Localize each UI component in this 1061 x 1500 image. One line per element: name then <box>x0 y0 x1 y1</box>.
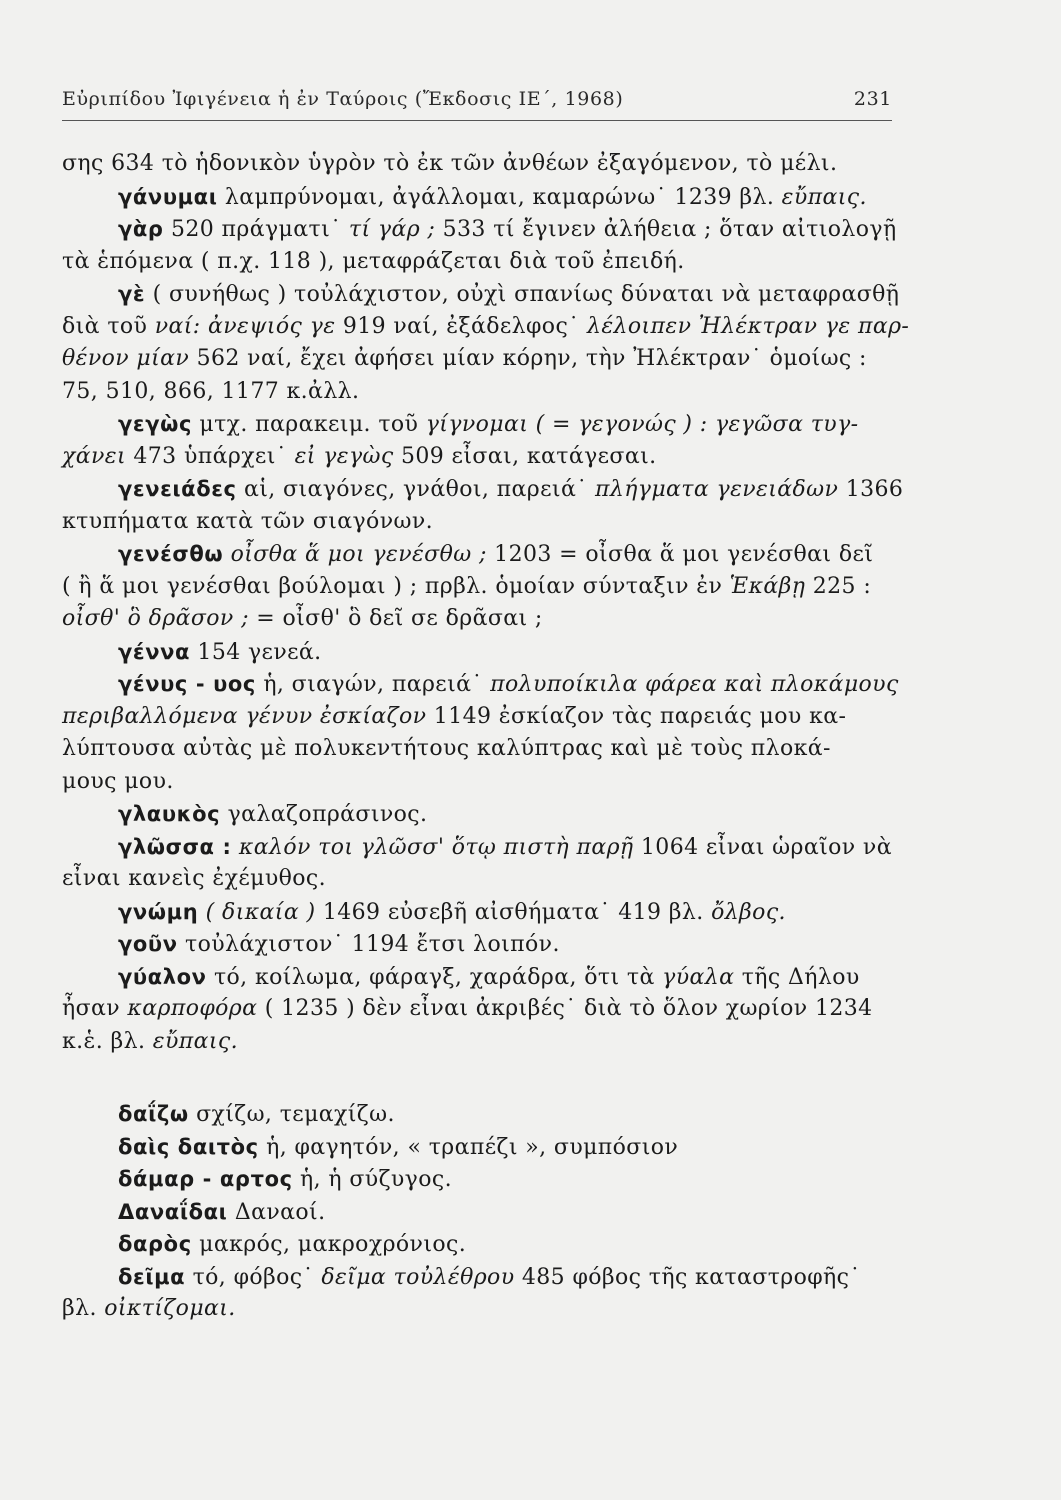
text-line <box>62 798 907 831</box>
gloss-text: γαλαζοπράσινος. <box>220 802 428 827</box>
gloss-text: 1149 ἐσκίαζον τὰς παρειάς μου κα- <box>426 703 847 729</box>
text-line <box>62 863 907 896</box>
quoted-text: καλόν τοι γλῶσσ' ὅτῳ πιστὴ παρῇ <box>238 834 634 860</box>
gloss-text: 520 πράγματι˙ <box>163 217 349 242</box>
text-line <box>62 473 907 506</box>
gloss-text: σχίζω, τεμαχίζω. <box>188 1102 395 1127</box>
headword: γοῦν <box>118 932 178 956</box>
text-line <box>62 246 907 279</box>
gloss-text: 1469 εὐσεβῆ αἰσθήματα˙ 419 βλ. <box>315 899 712 925</box>
gloss-text <box>232 835 239 860</box>
headword: Δαναΐδαι <box>118 1199 228 1224</box>
quoted-text: οἶσθα ἅ μοι γενέσθω ; <box>230 542 487 567</box>
headword: γύαλον <box>118 964 207 989</box>
gloss-text <box>223 542 230 567</box>
text-line <box>62 603 907 636</box>
gloss-text: σης 634 τὸ ἡδονικὸν ὑγρὸν τὸ ἐκ τῶν ἀνθέων ἐξαγόμενον, τὸ μέλι. <box>62 151 838 176</box>
header-title: Εὐριπίδου Ἰφιγένεια ἡ ἐν Ταύροις (Ἔκδοσις ΙΕ΄, 1968) <box>62 88 624 110</box>
quoted-text: γύαλα <box>662 964 735 990</box>
headword: γέννα <box>118 639 191 664</box>
gloss-text: 562 ναί, ἔχει ἀφήσει μίαν κόρην, τὴν Ἠλέκτραν˙ ὁμοίως : <box>189 346 867 371</box>
quoted-text: καρποφόρα <box>127 996 258 1021</box>
gloss-text: 473 ὑπάρχει˙ <box>126 443 295 469</box>
text-line <box>62 993 907 1026</box>
gloss-text: ( ἢ ἅ μοι γενέσθαι βούλομαι ) ; πρβλ. ὁμοίαν σύνταξιν ἐν <box>62 573 730 599</box>
gloss-text: μους μου. <box>62 768 174 794</box>
text-line <box>62 376 907 409</box>
gloss-text: 509 εἶσαι, κατάγεσαι. <box>393 443 657 469</box>
text-line <box>62 278 907 311</box>
gloss-text: ἡ, σιαγών, παρειά˙ <box>255 672 491 697</box>
glossary-body <box>62 148 910 1326</box>
gloss-text: εἶναι κανεὶς ἐχέμυθος. <box>62 866 327 891</box>
quoted-text: χάνει <box>62 443 126 469</box>
text-line <box>62 213 907 246</box>
text-line <box>62 1196 907 1229</box>
text-line <box>62 636 907 669</box>
gloss-text: 919 ναί, ἐξάδελφος˙ <box>335 313 587 339</box>
gloss-text: ( 1235 ) δὲν εἶναι ἀκριβές˙ διὰ τὸ ὅλον χωρίον 1234 <box>257 996 873 1021</box>
gloss-text: κ.ἑ. βλ. <box>62 1028 153 1054</box>
text-line <box>62 1293 907 1326</box>
gloss-text: λύπτουσα αὐτὰς μὲ πολυκεντήτους καλύπτρας καὶ μὲ τοὺς πλοκά- <box>62 736 831 761</box>
text-line <box>62 571 907 604</box>
headword: γνώμη <box>118 899 199 924</box>
quoted-text: Ἑκάβῃ <box>729 573 806 599</box>
text-line <box>62 1261 907 1294</box>
quoted-text: ( δικαία ) <box>205 899 316 925</box>
headword: γλαυκὸς <box>118 802 221 826</box>
gloss-text: μτχ. παρακειμ. τοῦ <box>192 412 426 437</box>
text-line <box>62 733 907 766</box>
gloss-text: ἡ, ἡ σύζυγος. <box>292 1167 452 1192</box>
text-line <box>62 1026 907 1059</box>
quoted-text: γίγνομαι ( = γεγονώς ) : γεγῶσα τυγ- <box>425 412 859 437</box>
headword: γενέσθω <box>118 542 224 566</box>
gloss-text: κτυπήματα κατὰ τῶν σιαγόνων. <box>62 508 433 534</box>
quoted-text: πλήγματα γενειάδων <box>595 477 839 502</box>
text-line <box>62 766 907 799</box>
headword: γὲ <box>118 282 146 306</box>
quoted-text: λέλοιπεν Ἠλέκτραν γε παρ- <box>586 313 910 339</box>
gloss-text: 225 : <box>805 573 872 599</box>
headword: γάνυμαι <box>118 184 218 209</box>
gloss-text: τῆς Δήλου <box>734 964 860 990</box>
gloss-text: 154 γενεά. <box>190 639 322 665</box>
headword: γεγὼς <box>118 412 192 436</box>
quoted-text: πολυποίκιλα φάρεα καὶ πλοκάμους <box>490 672 899 697</box>
quoted-text: ὄλβος. <box>711 899 786 925</box>
text-line <box>62 1131 907 1164</box>
text-line <box>62 408 907 441</box>
quoted-text: θένον μίαν <box>62 346 190 371</box>
quoted-text: τί γάρ ; <box>348 217 436 242</box>
gloss-text: 485 φόβος τῆς καταστροφῆς˙ <box>514 1264 861 1290</box>
gloss-text: λαμπρύνομαι, ἀγάλλομαι, καμαρώνω˙ 1239 βλ. <box>217 184 782 210</box>
gloss-text: 1064 εἶναι ὡραῖον νὰ <box>633 834 892 860</box>
headword: γενειάδες <box>118 477 237 501</box>
gloss-text: τοὐλάχιστον˙ 1194 ἔτσι λοιπόν. <box>177 932 560 957</box>
text-line <box>62 1098 907 1131</box>
gloss-text: 75, 510, 866, 1177 κ.ἀλλ. <box>62 378 360 404</box>
gloss-text: αἱ, σιαγόνες, γνάθοι, παρειά˙ <box>236 477 596 502</box>
gloss-text: τό, κοίλωμα, φάραγξ, χαράδρα, ὅτι τὰ <box>206 964 663 990</box>
gloss-text: = οἶσθ' ὃ δεῖ σε δρᾶσαι ; <box>248 606 543 631</box>
text-line <box>62 311 910 344</box>
gloss-text: 533 τί ἔγινεν ἀλήθεια ; ὅταν αἰτιολογῇ <box>435 217 897 242</box>
header-rule <box>62 120 892 121</box>
gloss-text: 1203 = οἶσθα ἅ μοι γενέσθαι δεῖ <box>486 542 874 567</box>
gloss-text: ἦσαν <box>62 996 128 1021</box>
section-gap <box>62 1058 907 1098</box>
headword: δαρὸς <box>118 1232 192 1256</box>
gloss-text: τὰ ἑπόμενα ( π.χ. 118 ), μεταφράζεται διὰ τοῦ ἐπειδή. <box>62 248 685 274</box>
quoted-text: εὔπαις. <box>152 1028 239 1054</box>
quoted-text: οἶσθ' ὃ δρᾶσον ; <box>62 606 249 631</box>
quoted-text: εὔπαις. <box>781 184 867 210</box>
headword: δεῖμα <box>118 1264 186 1289</box>
headword: δαὶς δαιτὸς <box>118 1134 259 1159</box>
quoted-text: εἰ γεγὼς <box>294 443 394 469</box>
text-line <box>62 181 907 214</box>
gloss-text <box>198 900 205 925</box>
headword: γλῶσσα : <box>118 834 232 859</box>
text-line <box>62 343 907 376</box>
text-line <box>62 1228 907 1261</box>
headword: δάμαρ - αρτος <box>118 1167 293 1191</box>
gloss-text: ἡ, φαγητόν, « τραπέζι », συμπόσιον <box>258 1134 679 1160</box>
page-number: 231 <box>853 88 892 110</box>
text-line <box>62 961 907 994</box>
quoted-text: οἰκτίζομαι. <box>104 1296 236 1321</box>
text-line <box>62 538 907 571</box>
gloss-text: ( συνήθως ) τοὐλάχιστον, οὐχὶ σπανίως δύναται νὰ μεταφρασθῇ <box>145 282 900 307</box>
headword: γὰρ <box>118 217 164 241</box>
text-line <box>62 1163 907 1196</box>
gloss-text: διὰ τοῦ <box>62 313 155 339</box>
text-line <box>62 441 907 474</box>
gloss-text: Δαναοί. <box>227 1199 326 1225</box>
headword: γένυς - υος <box>118 672 256 696</box>
gloss-text: 1366 <box>838 477 904 502</box>
text-line <box>62 668 907 701</box>
gloss-text: μακρός, μακροχρόνιος. <box>191 1232 467 1257</box>
text-line <box>62 506 907 539</box>
running-header <box>62 88 892 118</box>
text-line <box>62 928 907 961</box>
text-line <box>62 701 907 734</box>
gloss-text: τό, φόβος˙ <box>185 1264 322 1290</box>
quoted-text: ναί: ἀνεψιός γε <box>154 313 336 339</box>
text-line <box>62 148 907 181</box>
quoted-text: περιβαλλόμενα γένυν ἐσκίαζον <box>62 703 427 729</box>
gloss-text: βλ. <box>62 1296 105 1321</box>
headword: δαΐζω <box>118 1102 189 1126</box>
quoted-text: δεῖμα τοὐλέθρου <box>321 1264 515 1290</box>
text-line <box>62 896 907 929</box>
text-line <box>62 831 907 864</box>
